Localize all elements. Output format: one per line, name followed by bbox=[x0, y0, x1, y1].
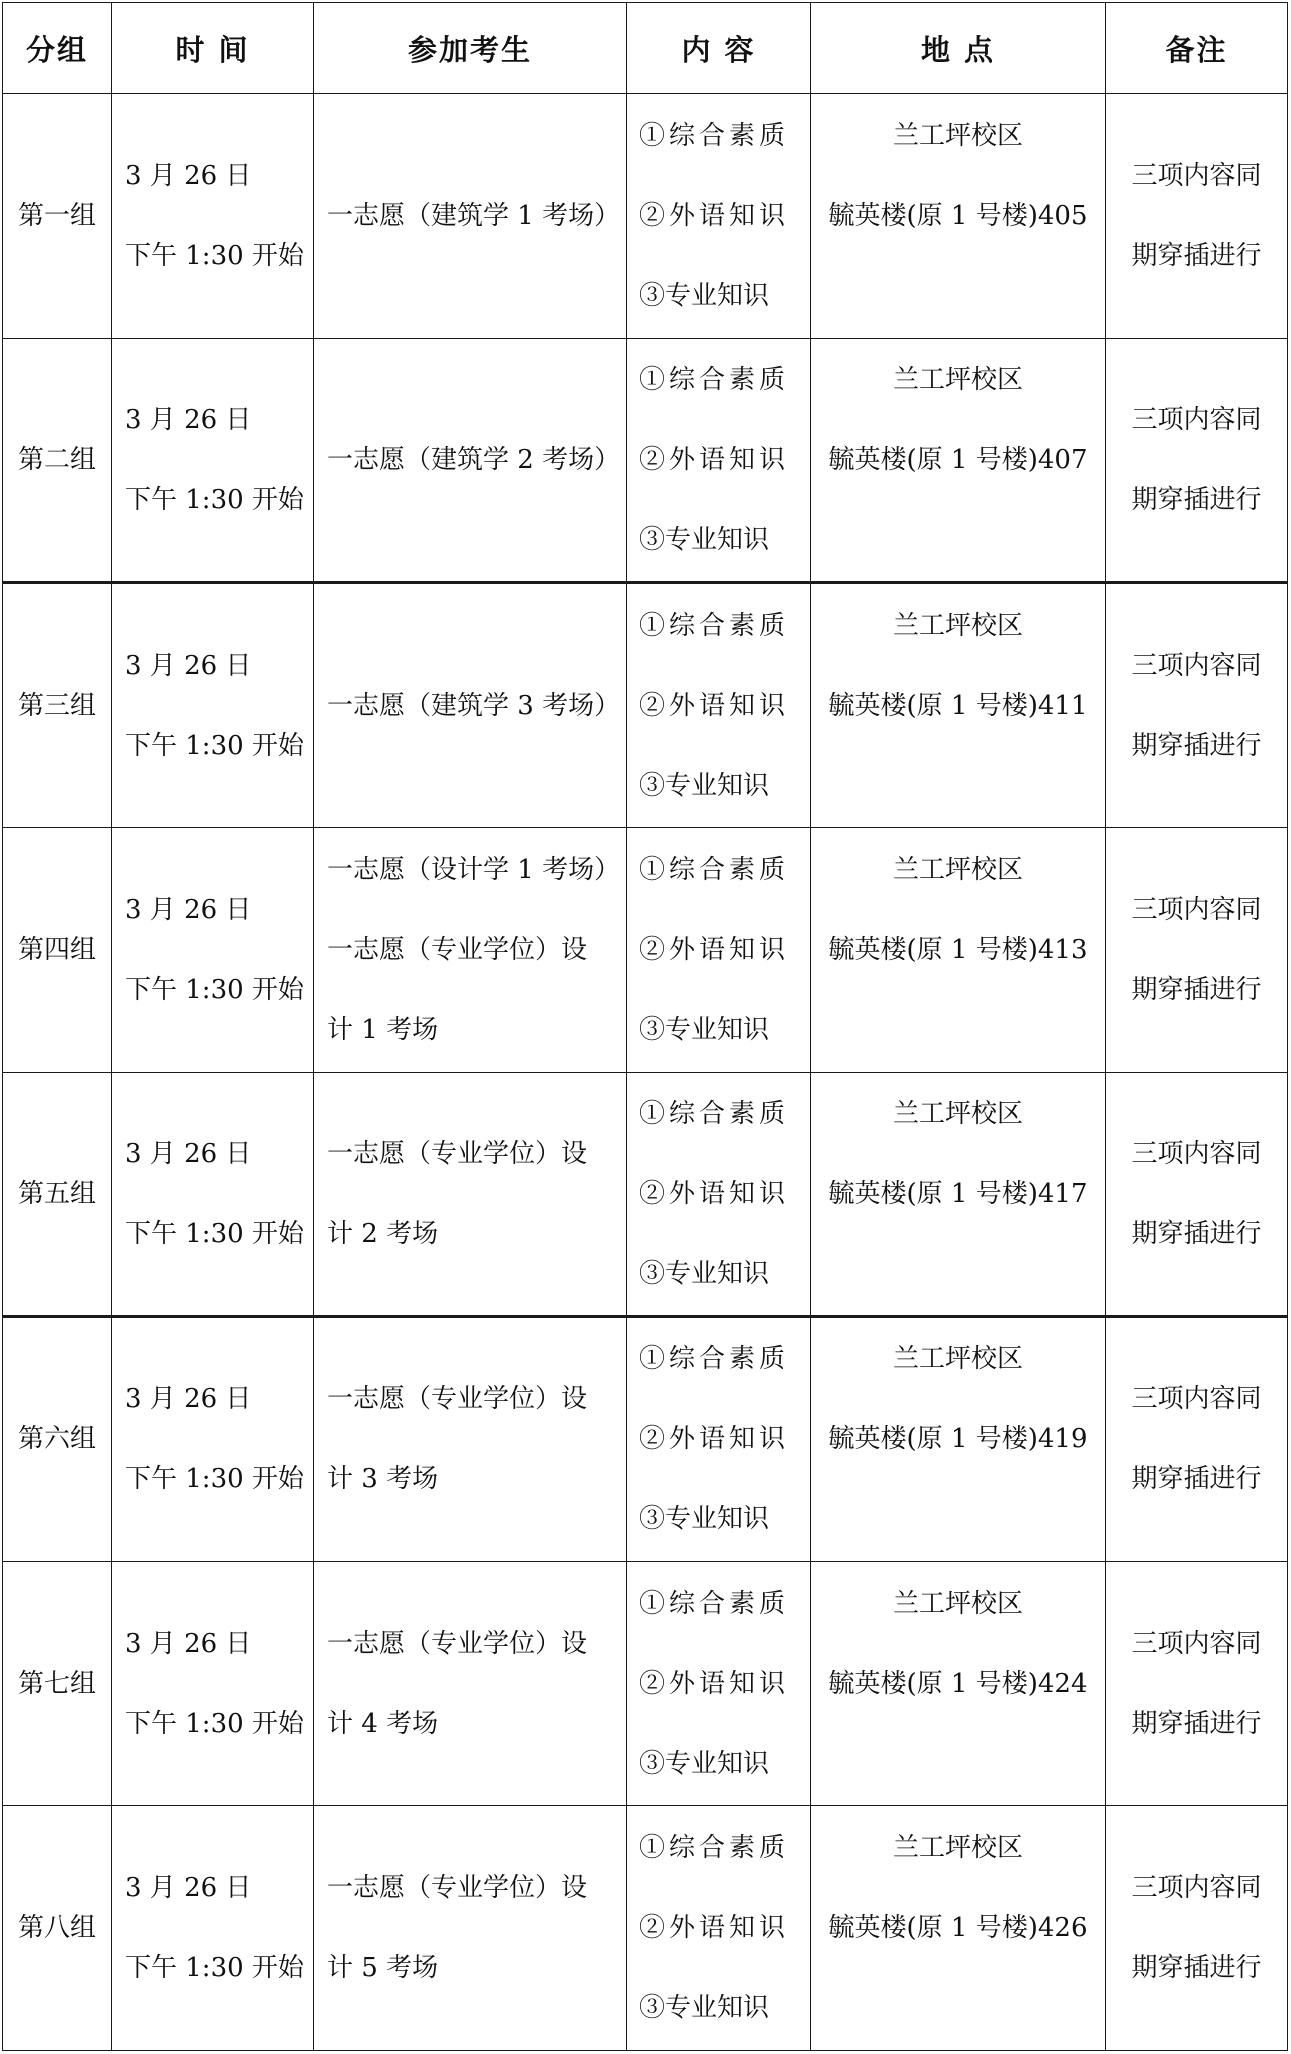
content-item: ①综合素质 bbox=[639, 1344, 790, 1375]
location-campus: 兰工坪校区 bbox=[892, 854, 1023, 885]
time-date: 3 月 26 日 bbox=[125, 160, 252, 191]
content-item: ③专业知识 bbox=[639, 1993, 770, 2024]
header-content: 内 容 bbox=[627, 3, 811, 94]
cell-location bbox=[811, 1561, 1106, 1806]
note-line: 三项内容同 bbox=[1131, 404, 1262, 435]
candidates-line: 计 4 考场 bbox=[327, 1708, 439, 1739]
cell-group: 第七组 bbox=[3, 1561, 112, 1806]
cell-note bbox=[1106, 583, 1288, 828]
content-item: ②外语知识 bbox=[639, 690, 790, 721]
content-item: ①综合素质 bbox=[639, 364, 790, 395]
header-time: 时 间 bbox=[112, 3, 314, 94]
cell-location bbox=[811, 583, 1106, 828]
exam-schedule-table bbox=[2, 2, 1288, 2051]
schedule-table-wrapper bbox=[2, 2, 1287, 2051]
cell-content bbox=[627, 1072, 811, 1317]
location-campus: 兰工坪校区 bbox=[892, 1344, 1023, 1375]
note-line: 期穿插进行 bbox=[1131, 240, 1262, 271]
location-room: 毓英楼(原 1 号楼)407 bbox=[828, 444, 1088, 475]
candidates-line: 一志愿（专业学位）设 bbox=[327, 1384, 588, 1415]
cell-candidates bbox=[314, 827, 627, 1072]
header-note: 备注 bbox=[1106, 3, 1288, 94]
table-row bbox=[3, 338, 1288, 583]
content-item: ②外语知识 bbox=[639, 444, 790, 475]
candidates-line: 计 1 考场 bbox=[327, 1014, 439, 1045]
table-row bbox=[3, 1072, 1288, 1317]
candidates-line: 一志愿（专业学位）设 bbox=[327, 1873, 588, 1904]
content-item: ①综合素质 bbox=[639, 610, 790, 641]
content-item: ②外语知识 bbox=[639, 1424, 790, 1455]
cell-note bbox=[1106, 1317, 1288, 1562]
location-campus: 兰工坪校区 bbox=[892, 120, 1023, 151]
location-room: 毓英楼(原 1 号楼)426 bbox=[828, 1913, 1088, 1944]
location-lines bbox=[811, 1808, 1105, 1968]
cell-content bbox=[627, 1561, 811, 1806]
time-date: 3 月 26 日 bbox=[125, 1628, 252, 1659]
cell-location bbox=[811, 1806, 1106, 2051]
location-lines bbox=[811, 96, 1105, 256]
header-location: 地 点 bbox=[811, 3, 1106, 94]
content-item: ②外语知识 bbox=[639, 1668, 790, 1699]
cell-note bbox=[1106, 827, 1288, 1072]
note-line: 三项内容同 bbox=[1131, 1873, 1262, 1904]
location-room: 毓英楼(原 1 号楼)424 bbox=[828, 1668, 1088, 1699]
note-line: 三项内容同 bbox=[1131, 1628, 1262, 1659]
cell-group: 第四组 bbox=[3, 827, 112, 1072]
candidates-line: 一志愿（设计学 1 考场） bbox=[327, 854, 621, 885]
content-item: ②外语知识 bbox=[639, 1178, 790, 1209]
content-item: ③专业知识 bbox=[639, 1748, 770, 1779]
location-lines bbox=[811, 1564, 1105, 1724]
content-item: ③专业知识 bbox=[639, 1258, 770, 1289]
cell-location bbox=[811, 94, 1106, 339]
time-start: 下午 1:30 开始 bbox=[125, 1953, 304, 1984]
table-row bbox=[3, 827, 1288, 1072]
content-item: ①综合素质 bbox=[639, 1098, 790, 1129]
candidates-line: 一志愿（专业学位）设 bbox=[327, 934, 588, 965]
content-item: ③专业知识 bbox=[639, 280, 770, 311]
cell-time bbox=[112, 338, 314, 583]
time-date: 3 月 26 日 bbox=[125, 650, 252, 681]
note-line: 期穿插进行 bbox=[1131, 974, 1262, 1005]
cell-note bbox=[1106, 94, 1288, 339]
cell-candidates bbox=[314, 1072, 627, 1317]
cell-content bbox=[627, 94, 811, 339]
table-row bbox=[3, 1806, 1288, 2051]
content-item: ①综合素质 bbox=[639, 854, 790, 885]
cell-location bbox=[811, 1072, 1106, 1317]
location-room: 毓英楼(原 1 号楼)413 bbox=[828, 934, 1088, 965]
location-lines bbox=[811, 340, 1105, 500]
note-line: 期穿插进行 bbox=[1131, 1708, 1262, 1739]
candidates-line: 一志愿（建筑学 3 考场） bbox=[327, 690, 621, 721]
candidates-line: 一志愿（专业学位）设 bbox=[327, 1138, 588, 1169]
cell-content bbox=[627, 1317, 811, 1562]
location-campus: 兰工坪校区 bbox=[892, 1098, 1023, 1129]
table-row bbox=[3, 583, 1288, 828]
cell-time bbox=[112, 1561, 314, 1806]
cell-candidates bbox=[314, 338, 627, 583]
time-date: 3 月 26 日 bbox=[125, 894, 252, 925]
cell-time bbox=[112, 94, 314, 339]
content-item: ③专业知识 bbox=[639, 1014, 770, 1045]
cell-location bbox=[811, 1317, 1106, 1562]
cell-time bbox=[112, 1317, 314, 1562]
note-line: 期穿插进行 bbox=[1131, 484, 1262, 515]
candidates-line: 计 5 考场 bbox=[327, 1953, 439, 1984]
time-start: 下午 1:30 开始 bbox=[125, 974, 304, 1005]
location-lines bbox=[811, 586, 1105, 746]
location-lines bbox=[811, 830, 1105, 990]
table-row bbox=[3, 1317, 1288, 1562]
cell-time bbox=[112, 827, 314, 1072]
content-item: ①综合素质 bbox=[639, 1833, 790, 1864]
content-item: ①综合素质 bbox=[639, 1588, 790, 1619]
time-start: 下午 1:30 开始 bbox=[125, 484, 304, 515]
cell-candidates bbox=[314, 94, 627, 339]
note-line: 期穿插进行 bbox=[1131, 1218, 1262, 1249]
cell-candidates bbox=[314, 1317, 627, 1562]
cell-content bbox=[627, 1806, 811, 2051]
content-item: ①综合素质 bbox=[639, 120, 790, 151]
cell-group: 第三组 bbox=[3, 583, 112, 828]
candidates-line: 计 2 考场 bbox=[327, 1218, 439, 1249]
cell-group: 第六组 bbox=[3, 1317, 112, 1562]
cell-time bbox=[112, 1072, 314, 1317]
location-lines bbox=[811, 1319, 1105, 1479]
note-line: 期穿插进行 bbox=[1131, 1464, 1262, 1495]
candidates-line: 一志愿（专业学位）设 bbox=[327, 1628, 588, 1659]
content-item: ②外语知识 bbox=[639, 200, 790, 231]
candidates-line: 一志愿（建筑学 2 考场） bbox=[327, 444, 621, 475]
cell-group: 第八组 bbox=[3, 1806, 112, 2051]
note-line: 期穿插进行 bbox=[1131, 1953, 1262, 1984]
cell-content bbox=[627, 583, 811, 828]
content-item: ③专业知识 bbox=[639, 770, 770, 801]
location-campus: 兰工坪校区 bbox=[892, 364, 1023, 395]
content-item: ②外语知识 bbox=[639, 1913, 790, 1944]
cell-group: 第二组 bbox=[3, 338, 112, 583]
time-start: 下午 1:30 开始 bbox=[125, 240, 304, 271]
time-start: 下午 1:30 开始 bbox=[125, 730, 304, 761]
candidates-line: 计 3 考场 bbox=[327, 1464, 439, 1495]
time-date: 3 月 26 日 bbox=[125, 1873, 252, 1904]
cell-candidates bbox=[314, 583, 627, 828]
content-item: ③专业知识 bbox=[639, 1504, 770, 1535]
table-row bbox=[3, 1561, 1288, 1806]
time-start: 下午 1:30 开始 bbox=[125, 1464, 304, 1495]
cell-candidates bbox=[314, 1806, 627, 2051]
cell-note bbox=[1106, 1561, 1288, 1806]
cell-group: 第五组 bbox=[3, 1072, 112, 1317]
location-campus: 兰工坪校区 bbox=[892, 1588, 1023, 1619]
content-item: ②外语知识 bbox=[639, 934, 790, 965]
note-line: 三项内容同 bbox=[1131, 160, 1262, 191]
cell-location bbox=[811, 338, 1106, 583]
table-row bbox=[3, 94, 1288, 339]
cell-note bbox=[1106, 1072, 1288, 1317]
note-line: 期穿插进行 bbox=[1131, 730, 1262, 761]
location-room: 毓英楼(原 1 号楼)411 bbox=[828, 690, 1088, 721]
location-room: 毓英楼(原 1 号楼)405 bbox=[828, 200, 1088, 231]
candidates-line: 一志愿（建筑学 1 考场） bbox=[327, 200, 621, 231]
note-line: 三项内容同 bbox=[1131, 1384, 1262, 1415]
note-line: 三项内容同 bbox=[1131, 1138, 1262, 1169]
location-campus: 兰工坪校区 bbox=[892, 1833, 1023, 1864]
location-lines bbox=[811, 1074, 1105, 1234]
cell-time bbox=[112, 583, 314, 828]
time-date: 3 月 26 日 bbox=[125, 1138, 252, 1169]
table-header-row bbox=[3, 3, 1288, 94]
note-line: 三项内容同 bbox=[1131, 894, 1262, 925]
location-campus: 兰工坪校区 bbox=[892, 610, 1023, 641]
note-line: 三项内容同 bbox=[1131, 650, 1262, 681]
cell-content bbox=[627, 338, 811, 583]
time-start: 下午 1:30 开始 bbox=[125, 1708, 304, 1739]
time-date: 3 月 26 日 bbox=[125, 1384, 252, 1415]
cell-note bbox=[1106, 338, 1288, 583]
location-room: 毓英楼(原 1 号楼)417 bbox=[828, 1178, 1088, 1209]
cell-time bbox=[112, 1806, 314, 2051]
cell-group: 第一组 bbox=[3, 94, 112, 339]
cell-note bbox=[1106, 1806, 1288, 2051]
location-room: 毓英楼(原 1 号楼)419 bbox=[828, 1424, 1088, 1455]
content-item: ③专业知识 bbox=[639, 524, 770, 555]
time-date: 3 月 26 日 bbox=[125, 404, 252, 435]
cell-content bbox=[627, 827, 811, 1072]
header-candidates: 参加考生 bbox=[314, 3, 627, 94]
cell-candidates bbox=[314, 1561, 627, 1806]
header-group: 分组 bbox=[3, 3, 112, 94]
cell-location bbox=[811, 827, 1106, 1072]
time-start: 下午 1:30 开始 bbox=[125, 1218, 304, 1249]
